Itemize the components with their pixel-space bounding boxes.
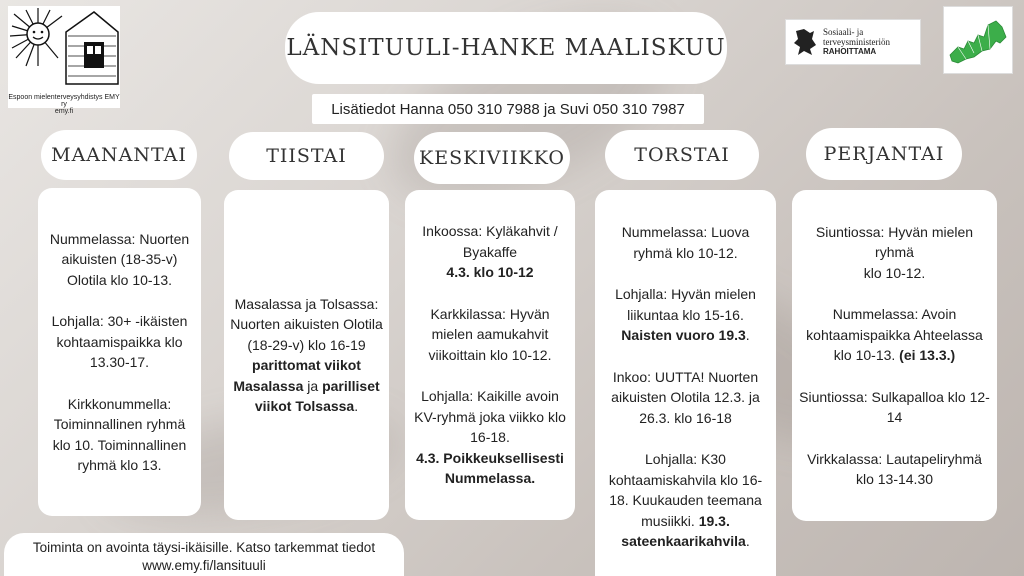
logo-caption: Espoon mielenterveysyhdistys EMY ry (8, 94, 120, 108)
day-card-friday (792, 190, 997, 521)
contact-info: Lisätiedot Hanna 050 310 7988 ja Suvi 050 310 7987 (312, 94, 704, 124)
activity-text: Virkkalassa: Lautapeliryhmä klo 13-14.30 (807, 450, 982, 487)
lion-crest-icon (792, 27, 818, 57)
day-header-thursday: TORSTAI (605, 130, 759, 180)
ministry-logo (785, 19, 921, 65)
activity-text: Kirkkonummella: Toiminnallinen ryhmä klo 10. Toiminnallinen ryhmä klo 13. (52, 395, 187, 473)
activity-text: Nummelassa: Avoin kohtaamispaikka Ahteelassa klo 10-13. (ei 13.3.) (806, 306, 983, 363)
page-title: LÄNSITUULI-HANKE MAALISKUU (285, 12, 727, 84)
emy-logo (8, 6, 120, 115)
activity-text: Lohjalla: 30+ -ikäisten kohtaamispaikka klo 13.30-17. (51, 313, 188, 370)
activity-text: Lohjalla: K30 kohtaamiskahvila klo 16-18. Kuukauden teemana musiikki. 19.3. sateenkaarikahvila. (608, 451, 763, 550)
ministry-funded: RAHOITTAMA (823, 47, 877, 56)
activity-text: Nummelassa: Luova ryhmä klo 10-12. (621, 224, 750, 261)
region-map-logo (943, 6, 1013, 74)
activity-text: Inkoossa: Kyläkahvit / Byakaffe 4.3. klo 10-12 (422, 223, 558, 281)
day-card-tuesday (224, 190, 389, 520)
logo-url: emy.fi (54, 108, 74, 115)
day-card-wednesday (405, 190, 575, 520)
activity-text: Masalassa ja Tolsassa: Nuorten aikuisten Olotila (18-29-v) klo 16-19 parittomat viikot Masalassa ja parilliset viikot Tolsassa. (230, 295, 383, 414)
activity-text: Inkoo: UUTTA! Nuorten aikuisten Olotila 12.3. ja 26.3. klo 16-18 (611, 368, 760, 426)
footer-text: Toiminta on avointa täysi-ikäisille. Katso tarkemmat tiedot (32, 540, 376, 555)
sun-house-icon (8, 6, 120, 86)
day-header-tuesday: TIISTAI (229, 132, 384, 180)
ministry-name-1: Sosiaali- ja (823, 27, 864, 37)
footer-note (4, 533, 404, 576)
activity-text: Siuntiossa: Hyvän mielen ryhmä klo 10-12. (815, 223, 974, 281)
activity-text: Lohjalla: Hyvän mielen liikuntaa klo 15-16. Naisten vuoro 19.3. (615, 286, 756, 344)
day-card-thursday (595, 190, 776, 576)
activity-text: Karkkilassa: Hyvän mielen aamukahvit viikoittain klo 10-12. (428, 305, 552, 363)
activity-text: Siuntiossa: Sulkapalloa klo 12-14 (799, 388, 990, 425)
day-card-monday (38, 188, 201, 516)
map-icon (944, 7, 1012, 73)
day-header-friday: PERJANTAI (806, 128, 962, 180)
day-header-monday: MAANANTAI (41, 130, 197, 180)
footer-link[interactable]: www.emy.fi/lansituuli (142, 558, 266, 573)
day-header-wednesday: KESKIVIIKKO (414, 132, 570, 184)
activity-text: Nummelassa: Nuorten aikuisten (18-35-v) Olotila klo 10-13. (49, 230, 190, 288)
activity-text: Lohjalla: Kaikille avoin KV-ryhmä joka viikko klo 16-18. 4.3. Poikkeuksellisesti Nummelassa. (414, 388, 566, 487)
ministry-name-2: terveysministeriön (823, 37, 890, 47)
